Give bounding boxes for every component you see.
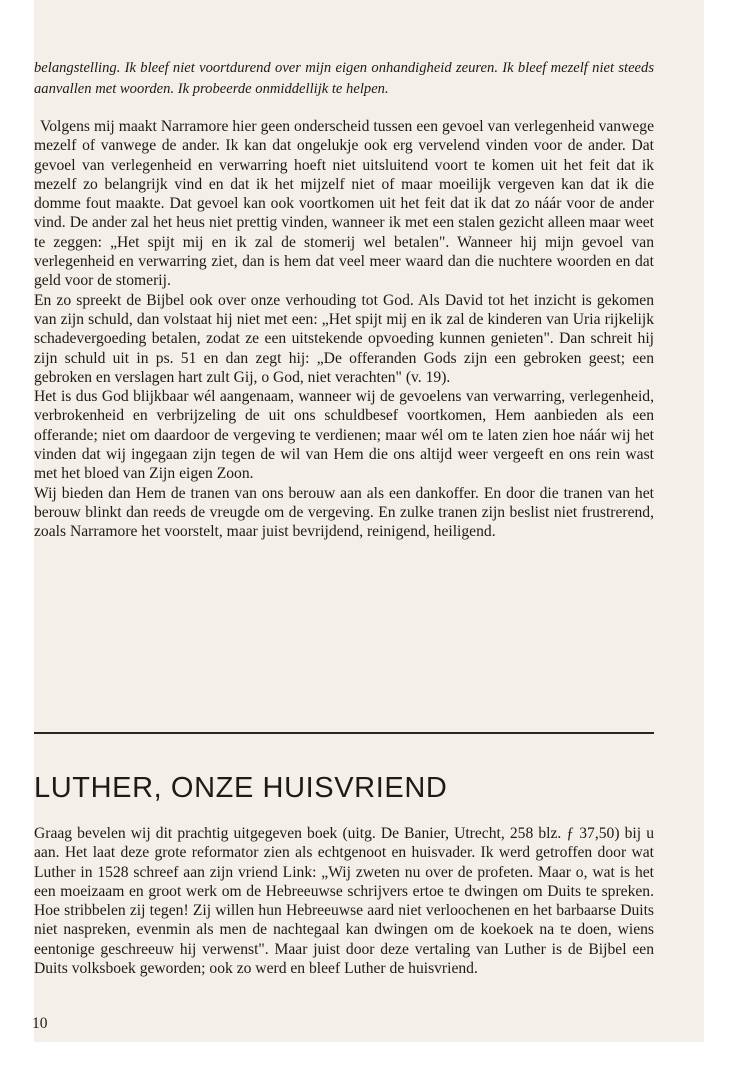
body-paragraph-2: En zo spreekt de Bijbel ook over onze verhouding tot God. Als David tot het inzicht is gekomen van zijn schuld, dan volstaat hij niet met een: „Het spijt mij en ik zal de kinderen van Uria rijkelijk schadevergoeding betalen, zodat ze een uitstekende opvoeding kunnen genieten". Dan schreit hij zijn schuld uit in ps. 51 en dan zegt hij: „De offeranden Gods zijn een gebroken geest; een gebroken en verslagen hart zult Gij, o God, niet verachten" (v. 19). bbox=[34, 291, 654, 386]
book-review-paragraph: Graag bevelen wij dit prachtig uitgegeven boek (uitg. De Banier, Utrecht, 258 blz. ƒ 37,50) bij u aan. Het laat deze grote reformator zien als echtgenoot en huisvader. Ik werd getroffen door wat Luther in 1528 schreef aan zijn vriend Link: „Wij zweten nu over de profeten. Maar o, wat is het een moeizaam en groot werk om de Hebreeuwse schrijvers ertoe te dwingen om Duits te spreken. Hoe stribbelen zij tegen! Zij willen hun Hebreeuwse aard niet verloochenen en het barbaarse Duits niet naspreken, evenmin als men de nachtegaal kan dwingen om de koekoek na te doen, wiens eentonige geschreeuw hij verwenst". Maar juist door deze vertaling van Luther is de Bijbel een Duits volksboek geworden; ook zo werd en bleef Luther de huisvriend. bbox=[34, 825, 654, 978]
page-number: 10 bbox=[32, 1015, 48, 1032]
section-divider bbox=[34, 732, 654, 734]
body-paragraph-1: Volgens mij maakt Narramore hier geen onderscheid tussen een gevoel van verlegenheid vanwege mezelf of vanwege de ander. Ik kan dat ongelukje ook erg vervelend vinden voor de ander. Dat gevoel van verlegenheid en verwarring hoeft niet uitsluitend voort te komen uit het feit dat ik mezelf zo belangrijk vind en dat ik het mijzelf niet of maar moeilijk vergeven kan dat ik die domme fout maakte. Dat gevoel kan ook voortkomen uit het feit dat ik dat zo náár voor de ander vind. De ander zal het heus niet prettig vinden, wanneer ik met een stalen gezicht alleen maar weet te zeggen: „Het spijt mij en ik zal de stomerij wel betalen". Wanneer hij mijn gevoel van verlegenheid en verwarring ziet, dan is hem dat veel meer waard dan die nuchtere woorden en dat geld voor de stomerij. bbox=[34, 118, 654, 290]
book-review-section bbox=[34, 824, 654, 978]
article-continuation bbox=[34, 58, 654, 542]
body-paragraph-4: Wij bieden dan Hem de tranen van ons berouw aan als een dankoffer. En door die tranen van het berouw blinkt dan reeds de vreugde om de vergeving. En zulke tranen zijn beslist niet frustrerend, zoals Narramore het voorstelt, maar juist bevrijdend, reinigend, heiligend. bbox=[34, 484, 654, 541]
section-heading: LUTHER, ONZE HUISVRIEND bbox=[34, 772, 448, 804]
body-paragraph-3: Het is dus God blijkbaar wél aangenaam, wanneer wij de gevoelens van verwarring, verlegenheid, verbrokenheid en verbrijzeling de uit ons schuldbesef voortkomen, Hem aanbieden als een offerande; niet om daardoor de vergeving te verdienen; maar wél om te laten zien hoe náár wij het vinden dat wij ingegaan zijn tegen de wil van Hem die ons altijd weer vergeeft en ons rein wast met het bloed van Zijn eigen Zoon. bbox=[34, 388, 654, 483]
intro-quote: belangstelling. Ik bleef niet voortdurend over mijn eigen onhandigheid zeuren. Ik bleef mezelf niet steeds aanvallen met woorden. Ik probeerde onmiddellijk te helpen. bbox=[34, 60, 654, 97]
